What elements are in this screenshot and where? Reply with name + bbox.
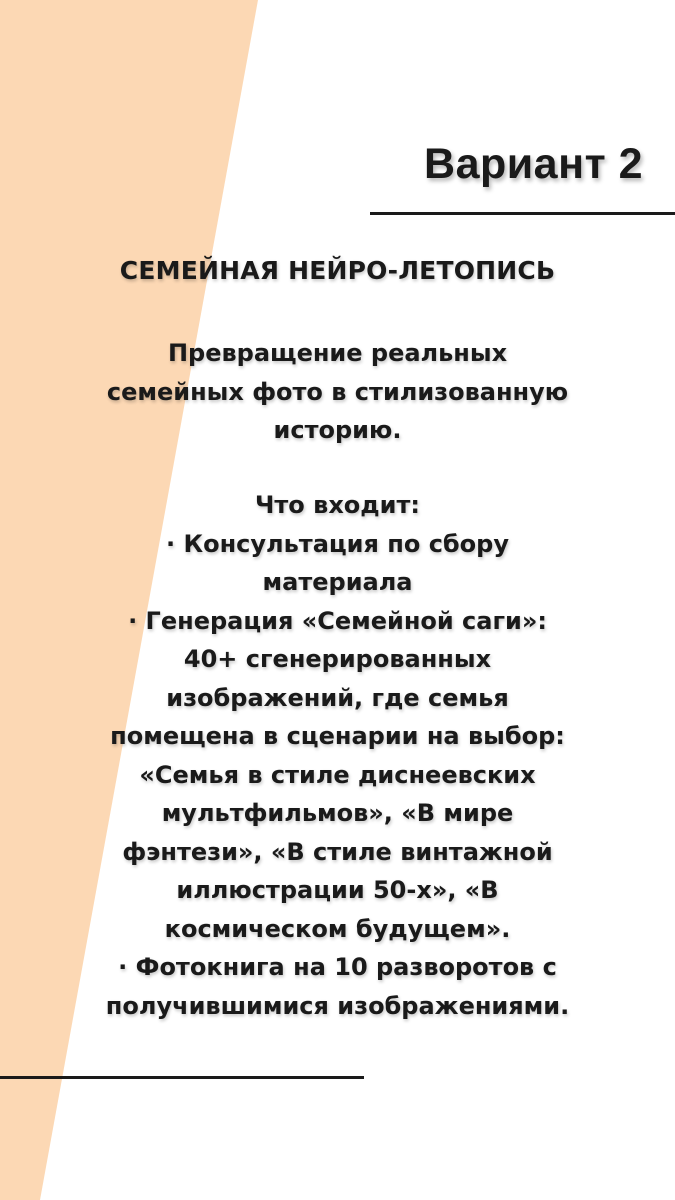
includes-line: · Фотокнига на 10 разворотов с xyxy=(118,953,557,981)
includes-line: 40+ сгенерированных xyxy=(183,645,492,673)
includes-line: · Консультация по сбору xyxy=(166,529,509,558)
includes-line: · Генерация «Семейной саги»: xyxy=(128,606,547,635)
includes-list xyxy=(60,486,615,1025)
includes-line: космическом будущем». xyxy=(164,914,511,943)
section-heading: СЕМЕЙНАЯ НЕЙРО-ЛЕТОПИСЬ xyxy=(119,256,556,285)
description-line: Превращение реальных xyxy=(167,339,508,367)
includes-heading: Что входит: xyxy=(254,491,420,519)
includes-line: мультфильмов», «В мире xyxy=(161,799,514,827)
variant-title: Вариант 2 xyxy=(424,140,643,188)
includes-line: фэнтези», «В стиле винтажной xyxy=(122,837,553,866)
includes-line: «Семья в стиле диснеевских xyxy=(139,760,536,789)
includes-line: иллюстрации 50-х», «В xyxy=(176,876,499,904)
title-underline xyxy=(370,212,675,215)
includes-line: изображений, где семья xyxy=(166,683,509,712)
bottom-divider xyxy=(0,1076,364,1079)
description-line: семейных фото в стилизованную xyxy=(106,377,569,406)
includes-line: получившимися изображениями. xyxy=(105,991,570,1020)
description-line: историю. xyxy=(273,416,402,444)
description xyxy=(60,334,615,450)
includes-line: помещена в сценарии на выбор: xyxy=(110,722,565,750)
includes-line: материала xyxy=(262,568,413,596)
